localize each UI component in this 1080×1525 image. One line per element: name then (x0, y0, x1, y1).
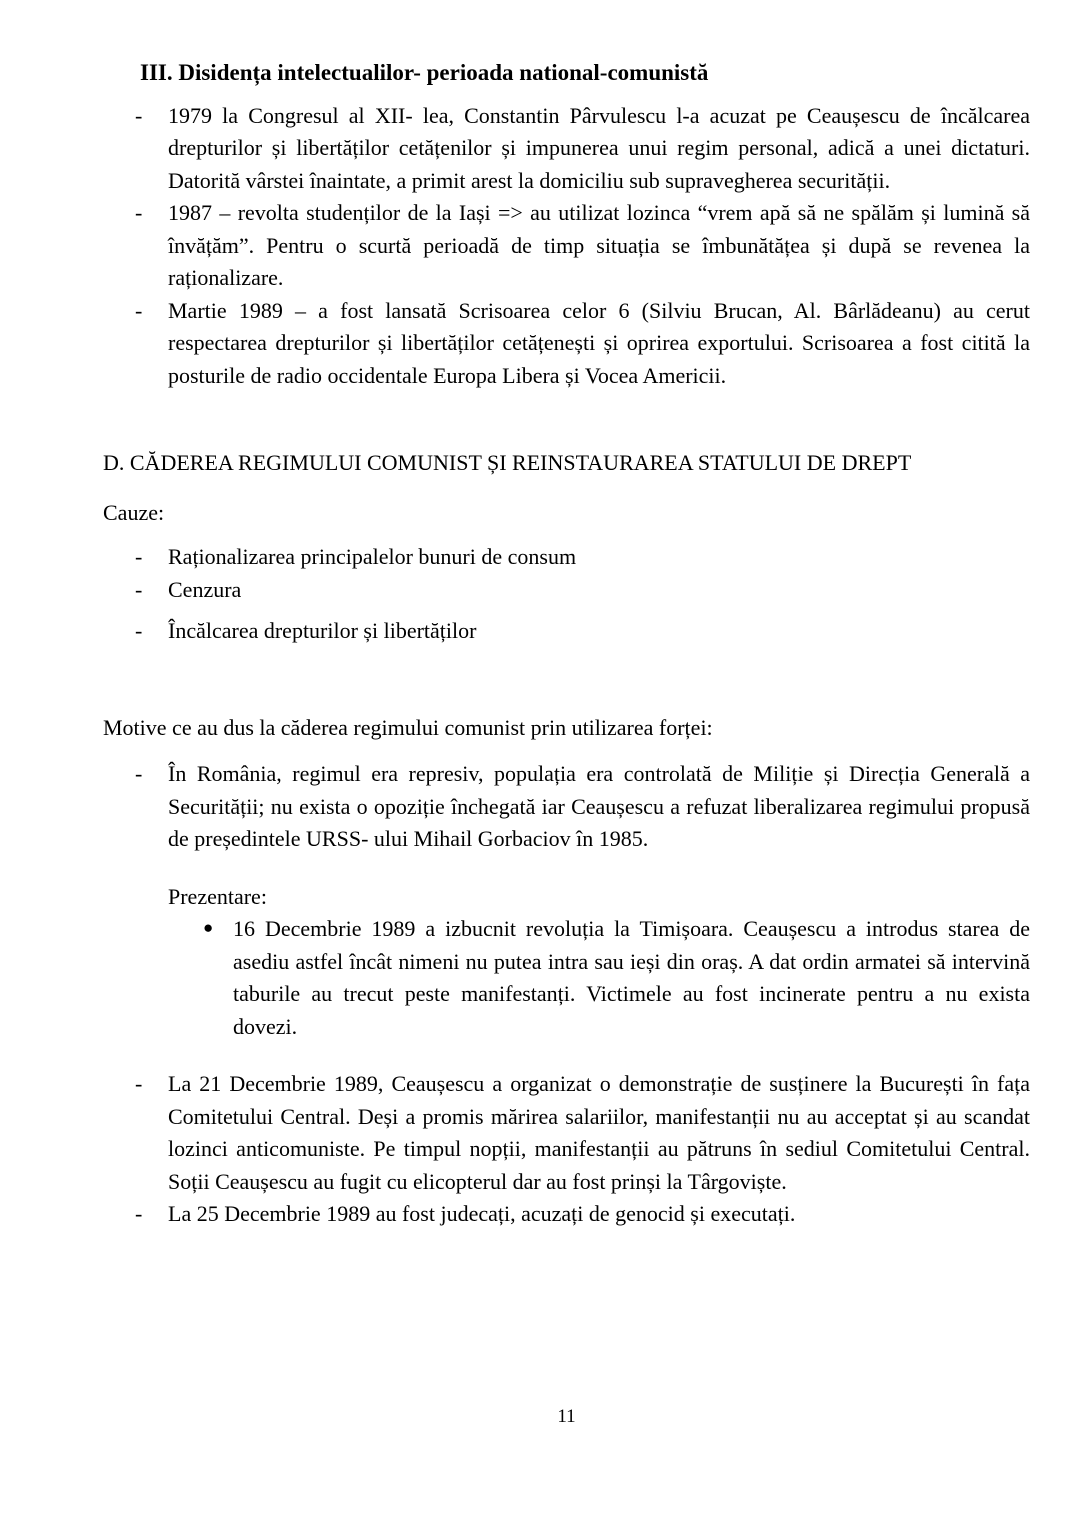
dash-marker: - (135, 576, 143, 602)
motive-label: Motive ce au dus la căderea regimului comunist prin utilizarea forței: (103, 714, 713, 740)
list-item (103, 1068, 1030, 1198)
list-item (103, 295, 1030, 393)
list-item-text: Cenzura (168, 576, 242, 602)
list-item-text: Încălcarea drepturilor și libertăților (168, 618, 477, 643)
prezentare-list (103, 913, 1030, 1043)
dash-marker: - (135, 1071, 143, 1096)
list-item-text: Martie 1989 – a fost lansată Scrisoarea celor 6 (Silviu Brucan, Al. Bârlădeanu) au cerut respectarea drepturilor și libertăților cetățenești și oprirea exportului. Scrisoarea a fost citită la posturile de radio occidentale Europa Libera și Vocea Americii. (168, 297, 1030, 388)
dash-marker: - (135, 544, 143, 569)
section-d-heading: D. CĂDEREA REGIMULUI COMUNIST ȘI REINSTAURAREA STATULUI DE DREPT (103, 450, 912, 475)
dash-marker: - (135, 200, 143, 225)
prezentare-label: Prezentare: (168, 883, 267, 909)
list-item (103, 615, 1030, 648)
list-item-text: La 25 Decembrie 1989 au fost judecați, acuzați de genocid și executați. (168, 1201, 796, 1226)
dash-marker: - (135, 1201, 143, 1226)
list-item (103, 197, 1030, 295)
list-item-text: 16 Decembrie 1989 a izbucnit revoluția la Timișoara. Ceaușescu a introdus starea de asediu astfel încât nimeni nu putea intra sau ieși din oraș. A dat ordin armatei să intervină taburile au trecut peste manifestanți. Victimele au fost incinerate pentru a nu exista dovezi. (233, 916, 1030, 1039)
dash-marker: - (135, 297, 143, 323)
list-item (103, 1198, 1030, 1231)
bullet-marker: ● (203, 918, 214, 937)
final-list (103, 1068, 1030, 1231)
list-item-text: 1987 – revolta studenților de la Iași => au utilizat lozinca “vrem apă să ne spălăm și lumină să învățăm”. Pentru o scurtă perioadă de timp situația se îmbunătățea și după se revenea la raționalizare. (168, 200, 1030, 290)
dash-marker: - (135, 102, 143, 128)
motive-list (103, 758, 1030, 856)
dash-marker: - (135, 761, 143, 786)
dash-marker: - (135, 618, 143, 643)
list-item-text: La 21 Decembrie 1989, Ceaușescu a organizat o demonstrație de susținere la București în fața Comitetului Central. Deși a promis mărirea salariilor, manifestanții nu au acceptat și au scandat lozinci anticomuniste. Pe timpul nopții, manifestanții au pătruns în sediul Comitetului Central. Soții Ceaușescu au fugit cu elicopterul dar au fost prinși la Târgoviște. (168, 1071, 1030, 1194)
list-item (103, 913, 1030, 1043)
list-item-text: În România, regimul era represiv, populația era controlată de Miliție și Direcția Generală a Securității; nu exista o opoziție închegată iar Ceaușescu a refuzat liberalizarea regimului propusă de președintele URSS- ului Mihail Gorbaciov în 1985. (168, 761, 1030, 851)
list-item-text: Raționalizarea principalelor bunuri de consum (168, 544, 577, 569)
cauze-list (103, 541, 1030, 648)
page-number: 11 (557, 1406, 576, 1427)
cauze-label: Cauze: (103, 499, 165, 525)
list-item-text: 1979 la Congresul al XII- lea, Constantin Pârvulescu l-a acuzat pe Ceaușescu de încălcarea drepturilor și libertăților cetățenilor și impunerea unui regim personal, adică a unei dictaturi. Datorită vârstei înaintate, a primit arest la domiciliu sub supravegherea securității. (168, 102, 1030, 193)
list-item (103, 541, 1030, 574)
section-iii-list (103, 100, 1030, 393)
list-item (103, 574, 1030, 607)
list-item (103, 100, 1030, 198)
section-iii-heading: III. Disidența intelectualilor- perioada national-comunistă (140, 60, 709, 85)
list-item (103, 758, 1030, 856)
